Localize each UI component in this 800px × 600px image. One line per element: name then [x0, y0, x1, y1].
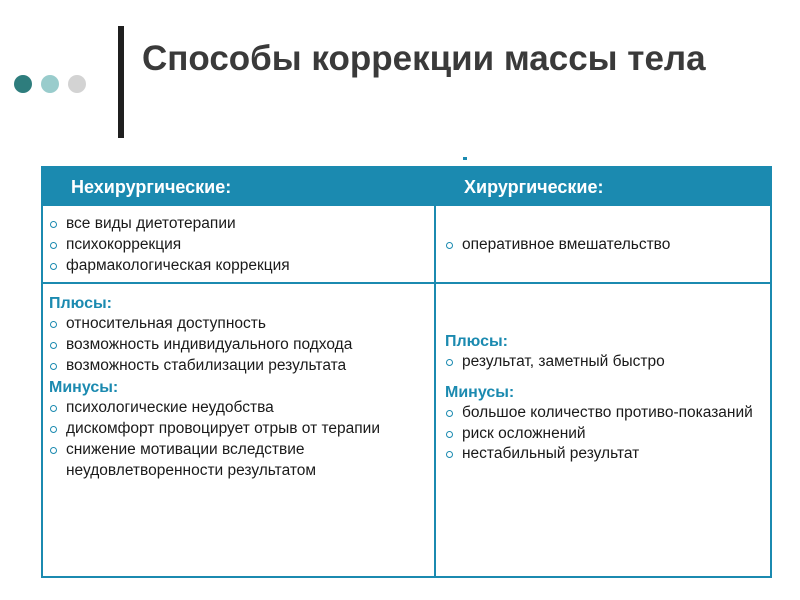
list-item-text: риск осложнений: [462, 424, 586, 442]
nonsurgical-methods-cell: [49, 214, 429, 276]
surgical-evaluation-cell: [445, 331, 767, 465]
surgical-methods-cell: [445, 235, 767, 256]
list-item: [49, 419, 411, 440]
table-header-row: [43, 168, 770, 206]
list-item-text: возможность стабилизации результата: [66, 356, 347, 374]
list-item: [49, 335, 396, 356]
list-item: [445, 444, 767, 465]
list-item-text: дискомфорт провоцирует отрыв от терапии: [66, 420, 380, 438]
list-item: [49, 440, 421, 482]
list-item-text: большое количество противо-показаний: [462, 403, 753, 421]
decor-mark: [463, 157, 467, 160]
list-item: [445, 403, 762, 424]
bullet-icon: [50, 363, 57, 370]
bullet-icon: [446, 242, 453, 249]
bullet-icon: [50, 405, 57, 412]
list-item: [445, 235, 767, 256]
list-item-text: фармакологическая коррекция: [66, 256, 290, 274]
slide-title: Способы коррекции массы тела: [142, 39, 706, 78]
list-item: [49, 256, 429, 277]
list-item: [445, 424, 767, 445]
list-item: [49, 214, 429, 235]
bullet-icon: [50, 242, 57, 249]
list-item-text: все виды диетотерапии: [66, 215, 236, 232]
bullet-icon: [50, 221, 57, 228]
decor-dot-1: [14, 75, 32, 93]
list-item-text: оперативное вмешательство: [462, 236, 671, 253]
decor-dot-3: [68, 75, 86, 93]
pros-title: Плюсы:: [445, 333, 509, 350]
list-item-text: относительная доступность: [66, 315, 266, 332]
list-item-text: снижение мотивации вследствие неудовлетворенности результатом: [66, 440, 317, 479]
list-item-text: психокоррекция: [66, 235, 182, 253]
list-item: [445, 352, 767, 373]
bullet-icon: [446, 451, 453, 458]
cons-title: Минусы:: [445, 383, 515, 401]
comparison-table: [41, 166, 772, 578]
header-nonsurgical: Нехирургические:: [71, 177, 232, 197]
list-item: [49, 356, 366, 377]
decor-dots: [14, 75, 86, 93]
title-divider: [118, 26, 124, 138]
column-divider: [434, 168, 436, 576]
bullet-icon: [446, 410, 453, 417]
bullet-icon: [50, 447, 57, 454]
list-item-text: возможность индивидуального подхода: [66, 335, 353, 353]
pros-title: Плюсы:: [49, 295, 113, 312]
list-item-text: нестабильный результат: [462, 445, 640, 463]
list-item: [49, 398, 429, 419]
bullet-icon: [446, 431, 453, 438]
cons-title: Минусы:: [49, 379, 119, 397]
list-item: [49, 235, 429, 256]
bullet-icon: [446, 359, 453, 366]
list-item-text: результат, заметный быстро: [462, 353, 665, 370]
bullet-icon: [50, 263, 57, 270]
list-item-text: психологические неудобства: [66, 399, 274, 417]
row-divider: [43, 282, 770, 284]
bullet-icon: [50, 321, 57, 328]
bullet-icon: [50, 426, 57, 433]
nonsurgical-evaluation-cell: [49, 293, 429, 482]
list-item: [49, 314, 429, 335]
bullet-icon: [50, 342, 57, 349]
decor-dot-2: [41, 75, 59, 93]
header-surgical: Хирургические:: [464, 177, 604, 197]
